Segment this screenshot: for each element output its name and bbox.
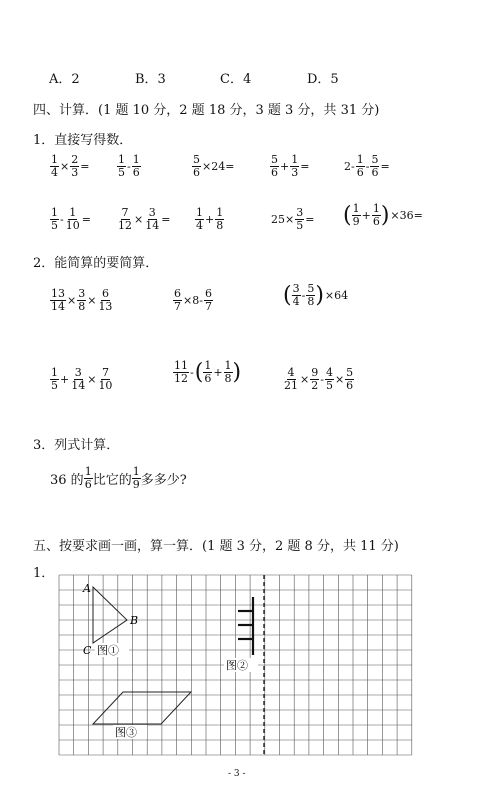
fraction: $\frac{1}{6}$ xyxy=(372,202,380,228)
fraction: 1 5 xyxy=(118,153,125,179)
q3-text: 比它的 xyxy=(92,473,132,488)
fraction: 6 7 xyxy=(204,287,212,313)
point-a-label: A xyxy=(83,582,91,595)
operator: ×24= xyxy=(202,160,235,173)
fraction: 1 5 xyxy=(51,366,58,392)
operator: × xyxy=(87,373,97,386)
fraction: $\frac{7}{12}$ xyxy=(118,206,132,232)
fraction: $\frac{3}{8}$ xyxy=(78,287,86,313)
choice-a: A．2 xyxy=(49,72,80,87)
bracket: ) xyxy=(232,359,242,385)
section4-heading: 四、计算．(1 题 10 分，2 题 18 分，3 题 3 分，共 31 分) xyxy=(33,103,380,118)
fraction: $\frac{1}{3}$ xyxy=(291,153,299,179)
operator: = xyxy=(380,160,390,173)
fraction: 1 6 xyxy=(132,153,140,179)
fraction: $\frac{6}{7}$ xyxy=(174,287,181,313)
fraction: 5 8 xyxy=(307,282,315,308)
fig3-label: 图③ xyxy=(115,726,137,739)
operator: + xyxy=(280,160,290,173)
operator: - xyxy=(301,289,306,302)
operator: × xyxy=(300,373,310,386)
fraction: 3 4 xyxy=(292,282,300,308)
bracket: ( xyxy=(283,282,292,308)
operator: × xyxy=(334,373,345,386)
bracket: ) xyxy=(380,202,390,228)
operator: = xyxy=(80,160,90,173)
fraction: $\frac{5}{6}$ xyxy=(346,366,354,392)
operator: + xyxy=(361,209,371,222)
section5-heading: 五、按要求画一画，算一算．(1 题 3 分，2 题 8 分，共 11 分) xyxy=(33,539,399,554)
operator: ×8- xyxy=(183,294,203,307)
operator: - xyxy=(320,373,324,386)
fraction: $\frac{1}{8}$ xyxy=(224,359,232,385)
q3-fraction: 1 6 xyxy=(84,465,92,491)
q1-label: 1．直接写得数． xyxy=(33,133,133,148)
fraction: 1 5 xyxy=(51,206,58,232)
choice-d: D．5 xyxy=(307,72,339,87)
fraction: $\frac{4}{5}$ xyxy=(325,366,333,392)
triangle-figure-1 xyxy=(93,587,127,643)
fraction: 1 9 xyxy=(352,202,360,228)
operator: - xyxy=(190,366,194,379)
q3-label: 3．列式计算． xyxy=(33,438,120,453)
fraction: 11 12 xyxy=(174,359,188,385)
operator: ×36= xyxy=(390,209,423,222)
point-c-label: C xyxy=(83,644,92,657)
fraction: 5 6 xyxy=(271,153,278,179)
operator: = xyxy=(300,160,310,173)
operator: ×64 xyxy=(324,289,349,302)
operator: × xyxy=(134,213,144,226)
s5-q1-label: 1． xyxy=(33,566,55,581)
fraction: $\frac{1}{10}$ xyxy=(65,206,80,232)
fraction: $\frac{3}{14}$ xyxy=(71,366,86,392)
point-b-label: B xyxy=(130,614,139,627)
page-number: - 3 - xyxy=(228,769,246,779)
operator: 2- xyxy=(344,160,355,173)
operator: - xyxy=(127,160,131,173)
fraction: $\frac{2}{3}$ xyxy=(71,153,79,179)
operator: + xyxy=(60,373,70,386)
operator: + xyxy=(205,213,215,226)
fraction: $\frac{9}{2}$ xyxy=(311,366,319,392)
fraction: $\frac{1}{8}$ xyxy=(216,206,224,232)
bracket: ) xyxy=(315,282,324,308)
operator: = xyxy=(81,213,91,226)
fig2-label: 图② xyxy=(226,659,248,672)
choice-b: B．3 xyxy=(135,72,166,87)
operator: + xyxy=(213,366,223,379)
fraction: $\frac{3}{14}$ xyxy=(145,206,160,232)
operator: × xyxy=(87,294,97,307)
fraction: $\frac{4}{21}$ xyxy=(284,366,298,392)
fraction: $\frac{3}{5}$ xyxy=(296,206,304,232)
q3-text: 36 的 xyxy=(50,473,84,488)
fraction: $\frac{1}{4}$ xyxy=(51,153,58,179)
fig1-label: 图① xyxy=(97,644,119,657)
operator: × xyxy=(67,294,77,307)
q3-fraction: 1 9 xyxy=(132,465,140,491)
fraction: 1 6 xyxy=(204,359,212,385)
operator: - xyxy=(365,160,370,173)
operator: 25× xyxy=(271,213,295,226)
fraction: $\frac{5}{6}$ xyxy=(371,153,379,179)
fraction: $\frac{5}{6}$ xyxy=(193,153,200,179)
fraction: 1 4 xyxy=(196,206,203,232)
choice-c: C．4 xyxy=(220,72,252,87)
fraction: $\frac{6}{13}$ xyxy=(98,287,113,313)
q2-label: 2．能简算的要简算． xyxy=(33,256,159,271)
fraction: $\frac{7}{10}$ xyxy=(98,366,113,392)
operator: - xyxy=(60,213,64,226)
operator: = xyxy=(161,213,171,226)
q3-text: 多多少? xyxy=(140,473,187,488)
fraction: 1 6 xyxy=(356,153,364,179)
operator: = xyxy=(305,213,315,226)
operator: × xyxy=(60,160,70,173)
bracket: ( xyxy=(343,202,352,228)
bracket: ( xyxy=(194,359,204,385)
fraction: $\frac{13}{14}$ xyxy=(51,287,65,313)
